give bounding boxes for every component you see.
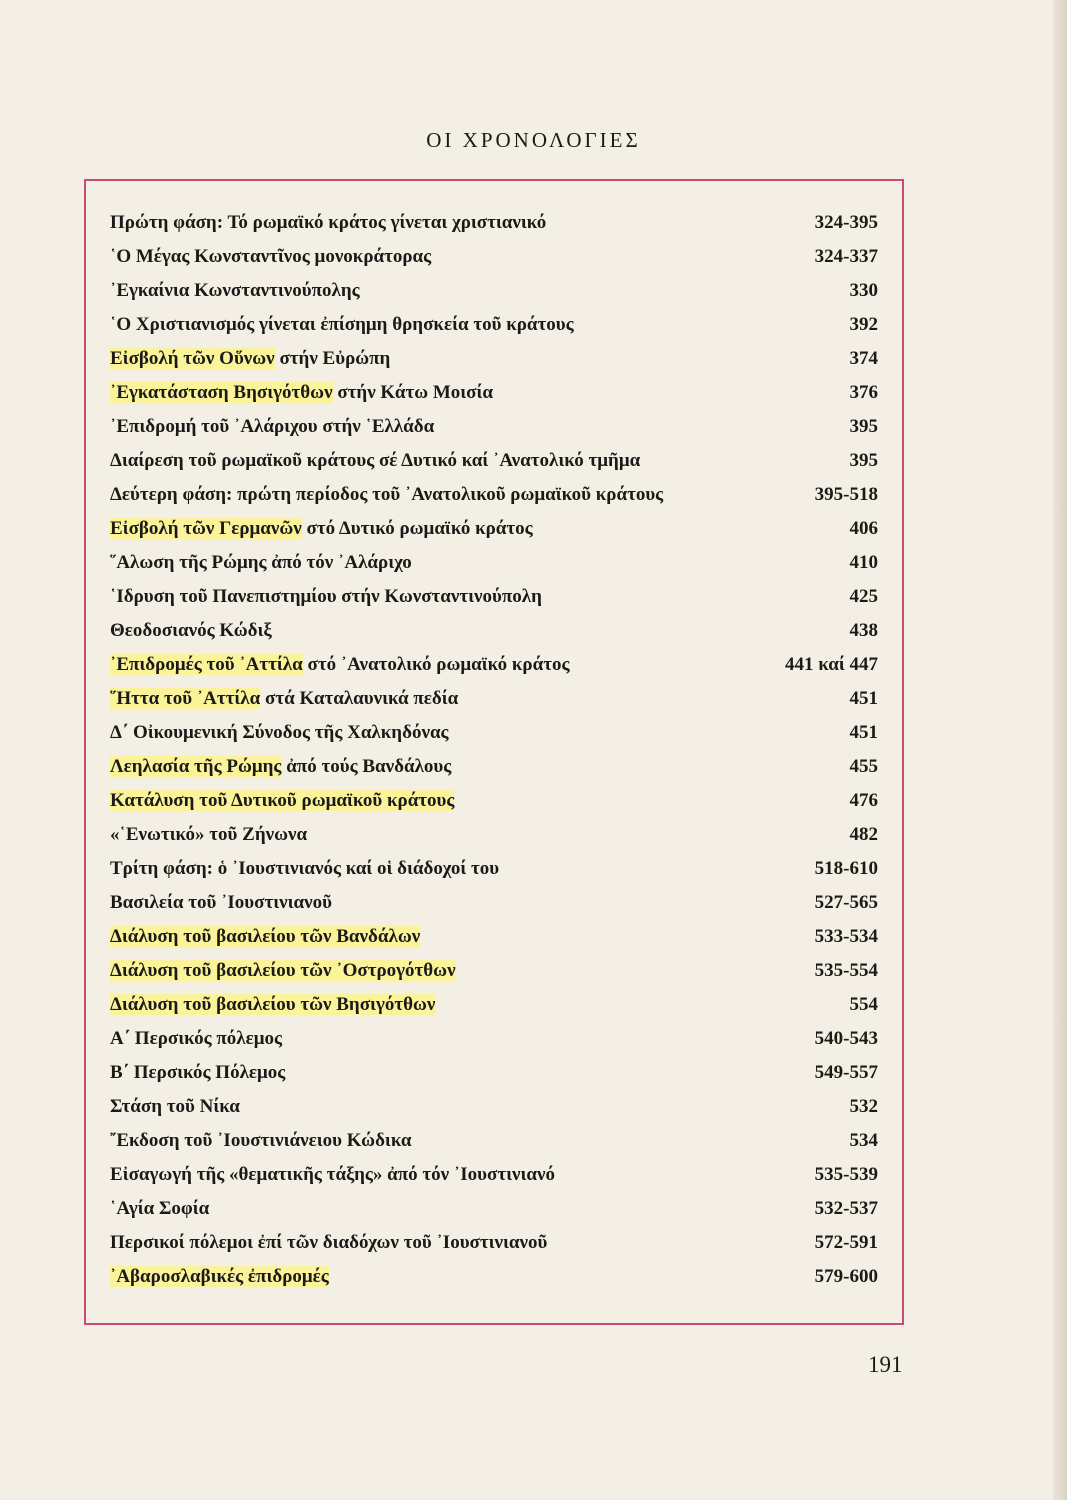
chronology-row <box>110 614 878 648</box>
event-label <box>110 206 546 240</box>
event-text: στό ᾿Ανατολικό ρωμαϊκό κράτος <box>302 654 570 675</box>
event-text: Τρίτη φάση: ὁ ᾿Ιουστινιανός καί οἱ διάδοχοί του <box>110 858 500 879</box>
event-label <box>110 818 307 852</box>
chronology-row <box>110 750 878 784</box>
chronology-row <box>110 954 878 988</box>
event-text: στήν Εὐρώπη <box>274 348 391 369</box>
event-text: ῾Ο Μέγας Κωνσταντῖνος μονοκράτορας <box>110 246 432 267</box>
chronology-row <box>110 274 878 308</box>
event-label <box>110 716 449 750</box>
chronology-row <box>110 920 878 954</box>
chronology-row <box>110 546 878 580</box>
event-text: Δεύτερη φάση: πρώτη περίοδος τοῦ ᾿Ανατολικοῦ ρωμαϊκοῦ κράτους <box>110 484 664 505</box>
event-label <box>110 274 360 308</box>
event-label <box>110 1022 282 1056</box>
event-date: 374 <box>849 348 878 369</box>
event-label <box>110 1226 547 1260</box>
event-date: 518-610 <box>814 858 878 879</box>
event-date: 527-565 <box>814 892 878 913</box>
event-text: στά Καταλαυνικά πεδία <box>260 688 459 709</box>
chronology-row <box>110 1124 878 1158</box>
event-label <box>110 1158 555 1192</box>
chronology-row <box>110 1192 878 1226</box>
event-date: 441 καί 447 <box>785 654 878 675</box>
chronology-row <box>110 580 878 614</box>
event-label <box>110 648 569 682</box>
event-date: 395 <box>849 450 878 471</box>
event-date: 410 <box>849 552 878 573</box>
event-label <box>110 308 574 342</box>
event-date: 540-543 <box>814 1028 878 1049</box>
chronology-row <box>110 682 878 716</box>
event-text: ᾿Εγκαίνια Κωνσταντινούπολης <box>110 280 360 301</box>
event-text: ῾Ο Χριστιανισμός γίνεται ἐπίσημη θρησκεία τοῦ κράτους <box>110 314 574 335</box>
event-text: Περσικοί πόλεμοι ἐπί τῶν διαδόχων τοῦ ᾿Ιουστινιανοῦ <box>110 1232 548 1253</box>
event-label <box>110 342 390 376</box>
chronology-row <box>110 308 878 342</box>
event-label <box>110 1192 209 1226</box>
chronology-row <box>110 444 878 478</box>
event-label <box>110 580 542 614</box>
event-date: 406 <box>849 518 878 539</box>
chronology-row <box>110 886 878 920</box>
event-date: 330 <box>849 280 878 301</box>
event-label <box>110 988 435 1022</box>
event-date: 476 <box>849 790 878 811</box>
chronology-row <box>110 716 878 750</box>
event-text: «῾Ενωτικό» τοῦ Ζήνωνα <box>110 824 308 845</box>
event-label <box>110 784 454 818</box>
event-label <box>110 444 640 478</box>
highlighted-text: ῞Ηττα τοῦ ᾿Αττίλα <box>110 688 261 709</box>
chronology-row <box>110 512 878 546</box>
chronology-row <box>110 1022 878 1056</box>
event-text: Δ΄ Οἰκουμενική Σύνοδος τῆς Χαλκηδόνας <box>110 722 449 743</box>
chronology-row <box>110 1090 878 1124</box>
chronology-row <box>110 1056 878 1090</box>
event-date: 535-539 <box>814 1164 878 1185</box>
chronology-row <box>110 988 878 1022</box>
event-text: ᾿Επιδρομή τοῦ ᾿Αλάριχου στήν ῾Ελλάδα <box>110 416 435 437</box>
event-text: ῞Αλωση τῆς Ρώμης ἀπό τόν ᾿Αλάριχο <box>110 552 412 573</box>
event-date: 395 <box>849 416 878 437</box>
event-date: 554 <box>849 994 878 1015</box>
event-label <box>110 1090 240 1124</box>
event-label <box>110 410 434 444</box>
event-date: 482 <box>849 824 878 845</box>
event-label <box>110 750 451 784</box>
event-date: 549-557 <box>814 1062 878 1083</box>
event-date: 451 <box>849 722 878 743</box>
event-text: ῎Εκδοση τοῦ ᾿Ιουστινιάνειου Κώδικα <box>110 1130 412 1151</box>
page-number: 191 <box>868 1352 903 1377</box>
event-text: Εἰσαγωγή τῆς «θεματικῆς τάξης» ἀπό τόν ᾿Ιουστινιανό <box>110 1164 555 1185</box>
page-title: ΟΙ ΧΡΟΝΟΛΟΓΙΕΣ <box>426 128 641 152</box>
event-date: 425 <box>849 586 878 607</box>
chronology-row <box>110 206 878 240</box>
highlighted-text: Κατάλυση τοῦ Δυτικοῦ ρωμαϊκοῦ κράτους <box>110 790 455 811</box>
chronology-row <box>110 342 878 376</box>
event-text: Διαίρεση τοῦ ρωμαϊκοῦ κράτους σέ Δυτικό καί ᾿Ανατολικό τμῆμα <box>110 450 641 471</box>
chronology-row <box>110 818 878 852</box>
event-label <box>110 1056 285 1090</box>
event-text: Β΄ Περσικός Πόλεμος <box>110 1062 286 1083</box>
event-date: 579-600 <box>814 1266 878 1287</box>
highlighted-text: Διάλυση τοῦ βασιλείου τῶν Βησιγότθων <box>110 994 436 1015</box>
event-label <box>110 614 272 648</box>
event-text: στό Δυτικό ρωμαϊκό κράτος <box>301 518 533 539</box>
chronology-row <box>110 240 878 274</box>
event-label <box>110 240 431 274</box>
event-text: Θεοδοσιανός Κώδιξ <box>110 620 272 641</box>
event-label <box>110 1124 411 1158</box>
event-date: 451 <box>849 688 878 709</box>
event-text: Α΄ Περσικός πόλεμος <box>110 1028 283 1049</box>
event-date: 572-591 <box>814 1232 878 1253</box>
highlighted-text: Διάλυση τοῦ βασιλείου τῶν ᾿Οστρογότθων <box>110 960 456 981</box>
chronology-row <box>110 410 878 444</box>
event-label <box>110 1260 329 1294</box>
event-text: ῾Ιδρυση τοῦ Πανεπιστημίου στήν Κωνσταντινούπολη <box>110 586 542 607</box>
event-date: 534 <box>849 1130 878 1151</box>
event-date: 455 <box>849 756 878 777</box>
highlighted-text: Λεηλασία τῆς Ρώμης <box>110 756 282 777</box>
event-label <box>110 852 499 886</box>
event-text: ἀπό τούς Βανδάλους <box>281 756 452 777</box>
event-date: 395-518 <box>814 484 878 505</box>
event-label <box>110 886 332 920</box>
event-text: στήν Κάτω Μοισία <box>332 382 494 403</box>
highlighted-text: ᾿Εγκατάσταση Βησιγότθων <box>110 382 333 403</box>
event-date: 376 <box>849 382 878 403</box>
chronology-row <box>110 1226 878 1260</box>
chronology-row <box>110 1260 878 1294</box>
event-label <box>110 478 663 512</box>
highlighted-text: Εἰσβολή τῶν Γερμανῶν <box>110 518 302 539</box>
event-date: 532-537 <box>814 1198 878 1219</box>
chronology-row <box>110 376 878 410</box>
event-date: 324-395 <box>814 212 878 233</box>
event-label <box>110 954 456 988</box>
event-date: 324-337 <box>814 246 878 267</box>
event-date: 392 <box>849 314 878 335</box>
event-date: 438 <box>849 620 878 641</box>
highlighted-text: Διάλυση τοῦ βασιλείου τῶν Βανδάλων <box>110 926 421 947</box>
highlighted-text: ᾿Αβαροσλαβικές ἐπιδρομές <box>110 1266 329 1287</box>
chronology-row <box>110 784 878 818</box>
chronology-row <box>110 852 878 886</box>
chronology-list <box>110 206 878 1294</box>
page-edge <box>1053 0 1067 1500</box>
highlighted-text: ᾿Επιδρομές τοῦ ᾿Αττίλα <box>110 654 303 675</box>
event-label <box>110 376 493 410</box>
event-date: 532 <box>849 1096 878 1117</box>
event-label <box>110 546 412 580</box>
event-text: Βασιλεία τοῦ ᾿Ιουστινιανοῦ <box>110 892 332 913</box>
event-date: 535-554 <box>814 960 878 981</box>
chronology-row <box>110 478 878 512</box>
highlighted-text: Εἰσβολή τῶν Οὕνων <box>110 348 275 369</box>
event-label <box>110 512 533 546</box>
event-label <box>110 682 458 716</box>
chronology-row <box>110 1158 878 1192</box>
event-label <box>110 920 420 954</box>
event-text: Στάση τοῦ Νίκα <box>110 1096 240 1117</box>
event-date: 533-534 <box>814 926 878 947</box>
event-text: ῾Αγία Σοφία <box>110 1198 210 1219</box>
chronology-row <box>110 648 878 682</box>
event-text: Πρώτη φάση: Τό ρωμαϊκό κράτος γίνεται χριστιανικό <box>110 212 547 233</box>
